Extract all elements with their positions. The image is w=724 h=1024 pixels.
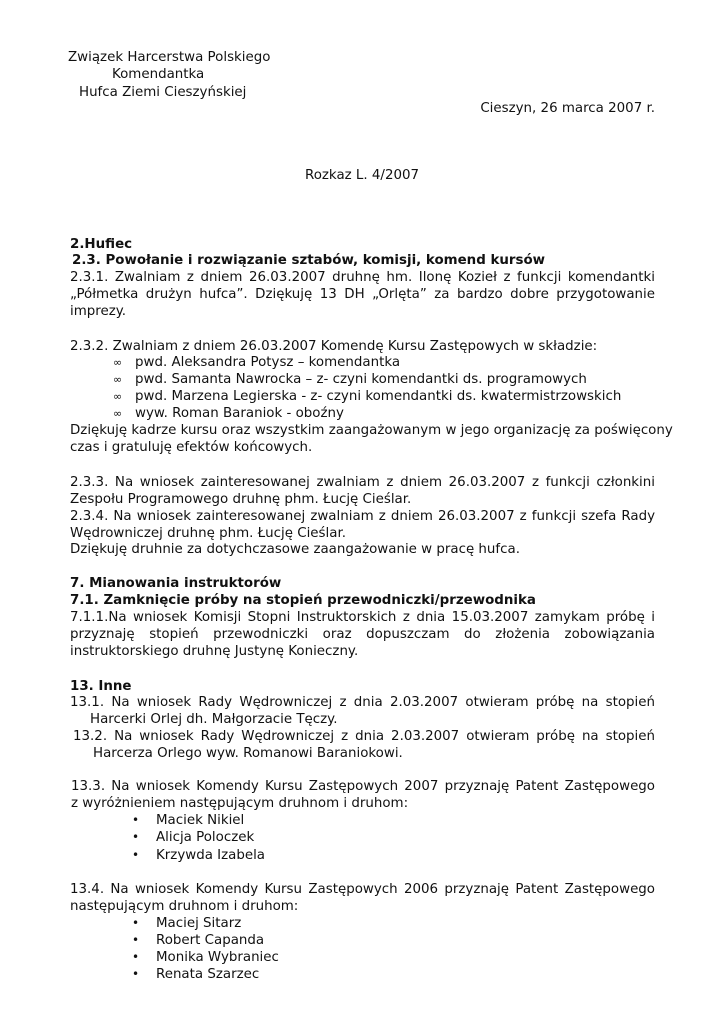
list-item [132, 829, 254, 846]
list-item-text: Maciek Nikiel [156, 813, 245, 828]
paragraph-line: czas i gratuluję efektów końcowych. [70, 440, 313, 455]
paragraph-line: imprezy. [70, 304, 127, 319]
paragraph-line: 13.1. Na wniosek Rady Wędrowniczej z dnia 2.03.2007 otwieram próbę na stopień [70, 695, 655, 710]
list-item [113, 388, 621, 405]
paragraph-line: 2.3.3. Na wniosek zainteresowanej zwalniam z dniem 26.03.2007 z funkcji członkini [70, 475, 655, 490]
paragraph-line: Dziękuję kadrze kursu oraz wszystkim zaangażowanym w jego organizację za poświęcony [70, 423, 673, 438]
paragraph-line: 7.1.1.Na wniosek Komisji Stopni Instruktorskich z dnia 15.03.2007 zamykam próbę i [70, 610, 655, 625]
list-item-text: Monika Wybraniec [156, 950, 279, 965]
bullet-dot-icon: • [132, 848, 140, 862]
order-title: Rozkaz L. 4/2007 [305, 168, 420, 183]
paragraph-line: 13.3. Na wniosek Komendy Kursu Zastępowych 2007 przyznaję Patent Zastępowego [71, 779, 655, 794]
list-item-text: pwd. Aleksandra Potysz – komendantka [135, 355, 401, 370]
paragraph-2-3-2-intro: 2.3.2. Zwalniam z dniem 26.03.2007 Komendę Kursu Zastępowych w składzie: [70, 339, 598, 354]
list-item [113, 354, 400, 371]
list-item-text: Robert Capanda [156, 933, 265, 948]
paragraph-13-4 [70, 881, 655, 915]
paragraph-line: Zespołu Programowego druhnę phm. Łucję Cieślar. [70, 492, 412, 507]
paragraph-line: Wędrowniczej druhnę phm. Łucję Cieślar. [70, 526, 346, 541]
paragraph-2-3-3 [70, 474, 655, 508]
list-item [113, 371, 587, 388]
paragraph-line: „Półmetka drużyn hufca”. Dziękuję 13 DH „Orlęta” za bardzo dobre przygotowanie [70, 287, 655, 302]
paragraph-13-3 [71, 778, 655, 812]
list-item-text: Alicja Poloczek [156, 830, 255, 845]
list-item-text: pwd. Marzena Legierska - z- czyni komendantki ds. kwatermistrzowskich [135, 389, 622, 404]
list-item-text: wyw. Roman Baraniok - oboźny [135, 406, 344, 421]
bullet-dot-icon: • [132, 950, 140, 964]
list-item-text: pwd. Samanta Nawrocka – z- czyni komendantki ds. programowych [135, 372, 587, 387]
paragraph-line: z wyróżnieniem następującym druhnom i druhom: [71, 796, 409, 811]
section-7-1-heading: 7.1. Zamknięcie próby na stopień przewodniczki/przewodnika [70, 593, 536, 608]
paragraph-line: 13.4. Na wniosek Komendy Kursu Zastępowych 2006 przyznaję Patent Zastępowego [70, 882, 655, 897]
org-name: Związek Harcerstwa Polskiego [68, 50, 271, 65]
paragraph-2-3-1 [70, 269, 655, 320]
bullet-dot-icon: • [132, 916, 140, 930]
list-item [132, 847, 265, 864]
paragraph-13-1 [70, 694, 655, 728]
paragraph-13-2 [73, 728, 655, 762]
list-item [132, 966, 259, 983]
paragraph-7-1-1 [70, 609, 655, 660]
list-item [132, 949, 279, 966]
bullet-dot-icon: • [132, 967, 140, 981]
paragraph-2-3-4-thanks: Dziękuję druhnie za dotychczasowe zaangażowanie w pracę hufca. [70, 542, 520, 557]
paragraph-2-3-2-thanks [70, 422, 673, 456]
paragraph-line: Harcerki Orlej dh. Małgorzacie Tęczy. [90, 712, 338, 727]
list-item-text: Renata Szarzec [156, 967, 260, 982]
paragraph-2-3-4 [70, 508, 655, 542]
org-unit-name: Hufca Ziemi Cieszyńskiej [79, 85, 247, 100]
list-item [132, 915, 241, 932]
paragraph-line: 2.3.4. Na wniosek zainteresowanej zwalniam z dniem 26.03.2007 z funkcji szefa Rady [70, 509, 655, 524]
bullet-dot-icon: • [132, 830, 140, 844]
paragraph-line: 2.3.1. Zwalniam z dniem 26.03.2007 druhnę hm. Ilonę Kozieł z funkcji komendantki [70, 270, 655, 285]
section-7-heading: 7. Mianowania instruktorów [70, 576, 282, 591]
paragraph-line: Harcerza Orlego wyw. Romanowi Baraniokowi. [93, 746, 403, 761]
bullet-dot-icon: • [132, 813, 140, 827]
org-unit-title: Komendantka [112, 67, 205, 82]
section-2-3-heading: 2.3. Powołanie i rozwiązanie sztabów, komisji, komend kursów [72, 253, 546, 268]
list-item [132, 812, 244, 829]
list-item-text: Krzywda Izabela [156, 848, 266, 863]
paragraph-line: instruktorskiego druhnę Justynę Konieczny. [70, 644, 359, 659]
list-item-text: Maciej Sitarz [156, 916, 242, 931]
bullet-dot-icon: • [132, 933, 140, 947]
section-13-heading: 13. Inne [70, 679, 132, 694]
infinity-bullet-icon: ∞ [113, 390, 123, 403]
paragraph-line: przyznaję stopień przewodniczki oraz dopuszczam do złożenia zobowiązania [70, 627, 655, 642]
list-item [132, 932, 264, 949]
paragraph-line: 13.2. Na wniosek Rady Wędrowniczej z dnia 2.03.2007 otwieram próbę na stopień [73, 729, 655, 744]
place-date: Cieszyn, 26 marca 2007 r. [480, 101, 655, 116]
paragraph-line: następującym druhnom i druhom: [70, 899, 299, 914]
infinity-bullet-icon: ∞ [113, 356, 123, 369]
infinity-bullet-icon: ∞ [113, 373, 123, 386]
section-2-heading: 2.Hufiec [70, 237, 133, 252]
list-item [113, 405, 344, 422]
infinity-bullet-icon: ∞ [113, 407, 123, 420]
